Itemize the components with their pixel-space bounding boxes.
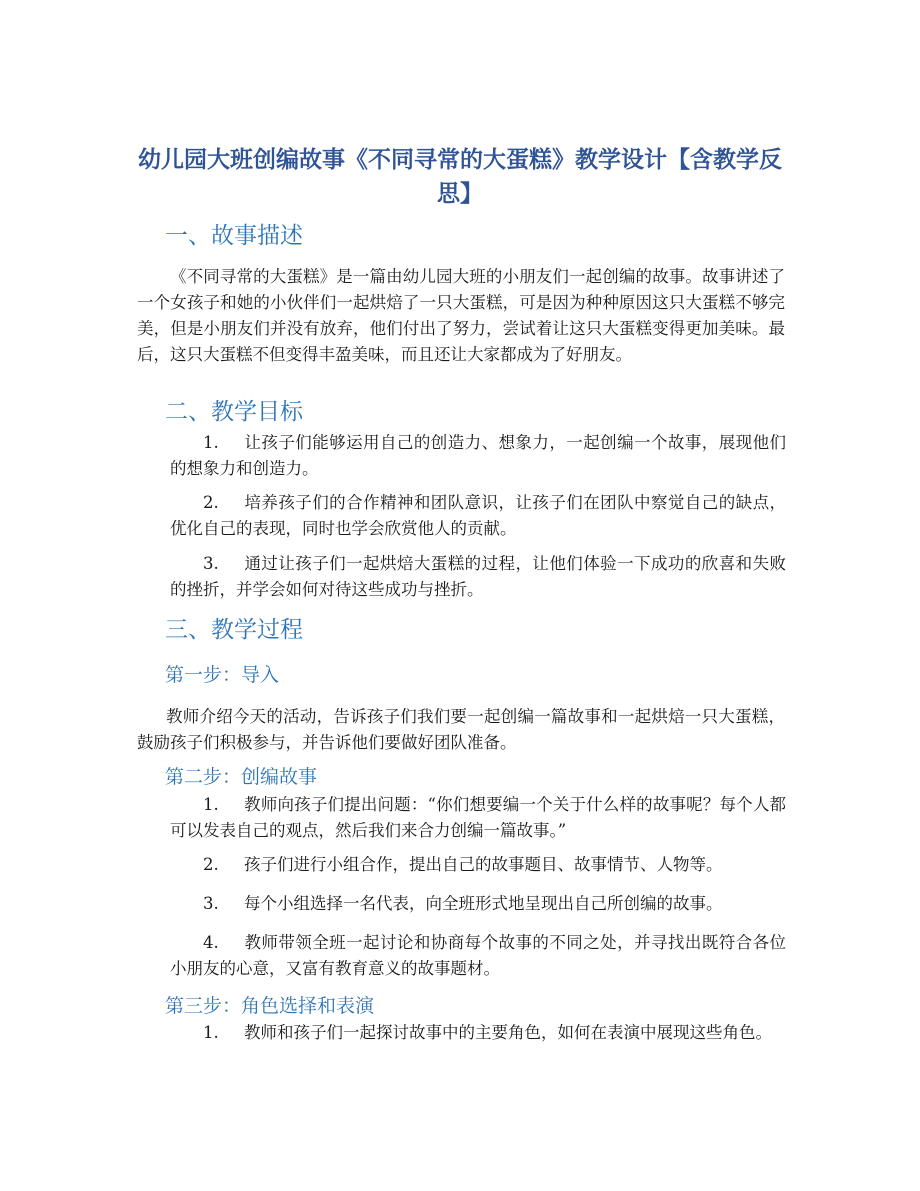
list-item [170, 852, 786, 878]
list-item-text: 教师和孩子们一起探讨故事中的主要角色，如何在表演中展现这些角色。 [244, 1023, 772, 1042]
list-item-text: 培养孩子们的合作精神和团队意识，让孩子们在团队中察觉自己的缺点，优化自己的表现，同时也学会欣赏他人的贡献。 [170, 493, 786, 538]
list-item [170, 551, 786, 603]
list-item-text: 教师带领全班一起讨论和协商每个故事的不同之处，并寻找出既符合各位小朋友的心意，又富有教育意义的故事题材。 [170, 933, 786, 978]
section-heading-teaching-goals: 二、教学目标 [165, 399, 303, 425]
list-item-number: 4. [203, 933, 219, 952]
list-item [170, 930, 786, 982]
step-heading-introduction: 第一步：导入 [165, 664, 280, 686]
list-item-number: 1. [203, 1023, 219, 1042]
introduction-paragraph: 教师介绍今天的活动，告诉孩子们我们要一起创编一篇故事和一起烘焙一只大蛋糕，鼓励孩子们积极参与，并告诉他们要做好团队准备。 [137, 707, 785, 752]
document-title: 幼儿园大班创编故事《不同寻常的大蛋糕》教学设计【含教学反思】 [138, 147, 782, 207]
list-item-number: 2. [203, 855, 219, 874]
step-heading-role-play: 第三步：角色选择和表演 [165, 995, 375, 1017]
story-description-paragraph: 《不同寻常的大蛋糕》是一篇由幼儿园大班的小朋友们一起创编的故事。故事讲述了一个女孩子和她的小伙伴们一起烘焙了一只大蛋糕，可是因为种种原因这只大蛋糕不够完美，但是小朋友们并没有放弃，他们付出了努力，尝试着让这只大蛋糕变得更加美味。最后，这只大蛋糕不但变得丰盈美味，而且还让大家都成为了好朋友。 [137, 267, 785, 364]
list-item-number: 1. [203, 433, 219, 452]
list-item-text: 孩子们进行小组合作，提出自己的故事题目、故事情节、人物等。 [244, 855, 723, 874]
list-item [170, 1020, 786, 1046]
step-heading-create-story: 第二步：创编故事 [165, 766, 318, 788]
list-item-text: 教师向孩子们提出问题：“你们想要编一个关于什么样的故事呢？每个人都可以发表自己的观点，然后我们来合力创编一篇故事。” [170, 795, 786, 840]
list-item-number: 3. [203, 554, 219, 573]
section-heading-story-description: 一、故事描述 [165, 223, 303, 249]
list-item-text: 每个小组选择一名代表，向全班形式地呈现出自己所创编的故事。 [244, 894, 723, 913]
list-item-number: 1. [203, 795, 219, 814]
list-item [170, 490, 786, 542]
list-item-text: 让孩子们能够运用自己的创造力、想象力，一起创编一个故事，展现他们的想象力和创造力。 [170, 433, 786, 478]
list-item [170, 792, 786, 844]
list-item [170, 430, 786, 482]
list-item [170, 891, 786, 917]
section-heading-teaching-process: 三、教学过程 [165, 617, 303, 643]
list-item-number: 3. [203, 894, 219, 913]
list-item-number: 2. [203, 493, 219, 512]
list-item-text: 通过让孩子们一起烘焙大蛋糕的过程，让他们体验一下成功的欣喜和失败的挫折，并学会如何对待这些成功与挫折。 [170, 554, 786, 599]
